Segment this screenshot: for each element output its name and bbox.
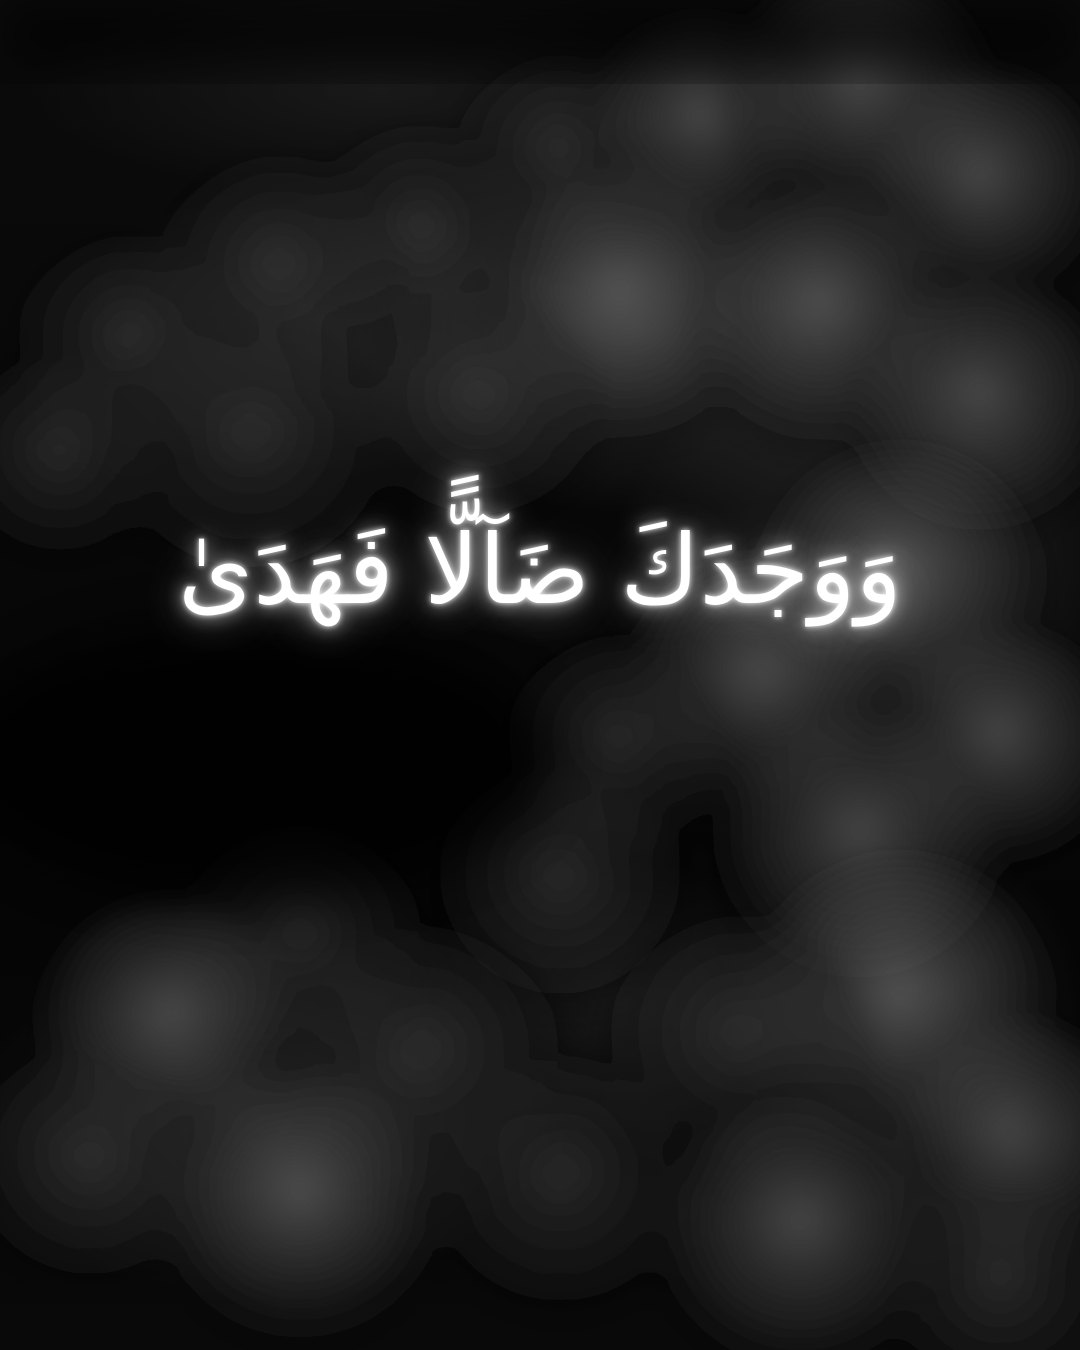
dark-sky-band xyxy=(0,0,1080,70)
quran-verse-text: وَوَجَدَكَ ضَآلًّا فَهَدَىٰ xyxy=(178,514,902,626)
